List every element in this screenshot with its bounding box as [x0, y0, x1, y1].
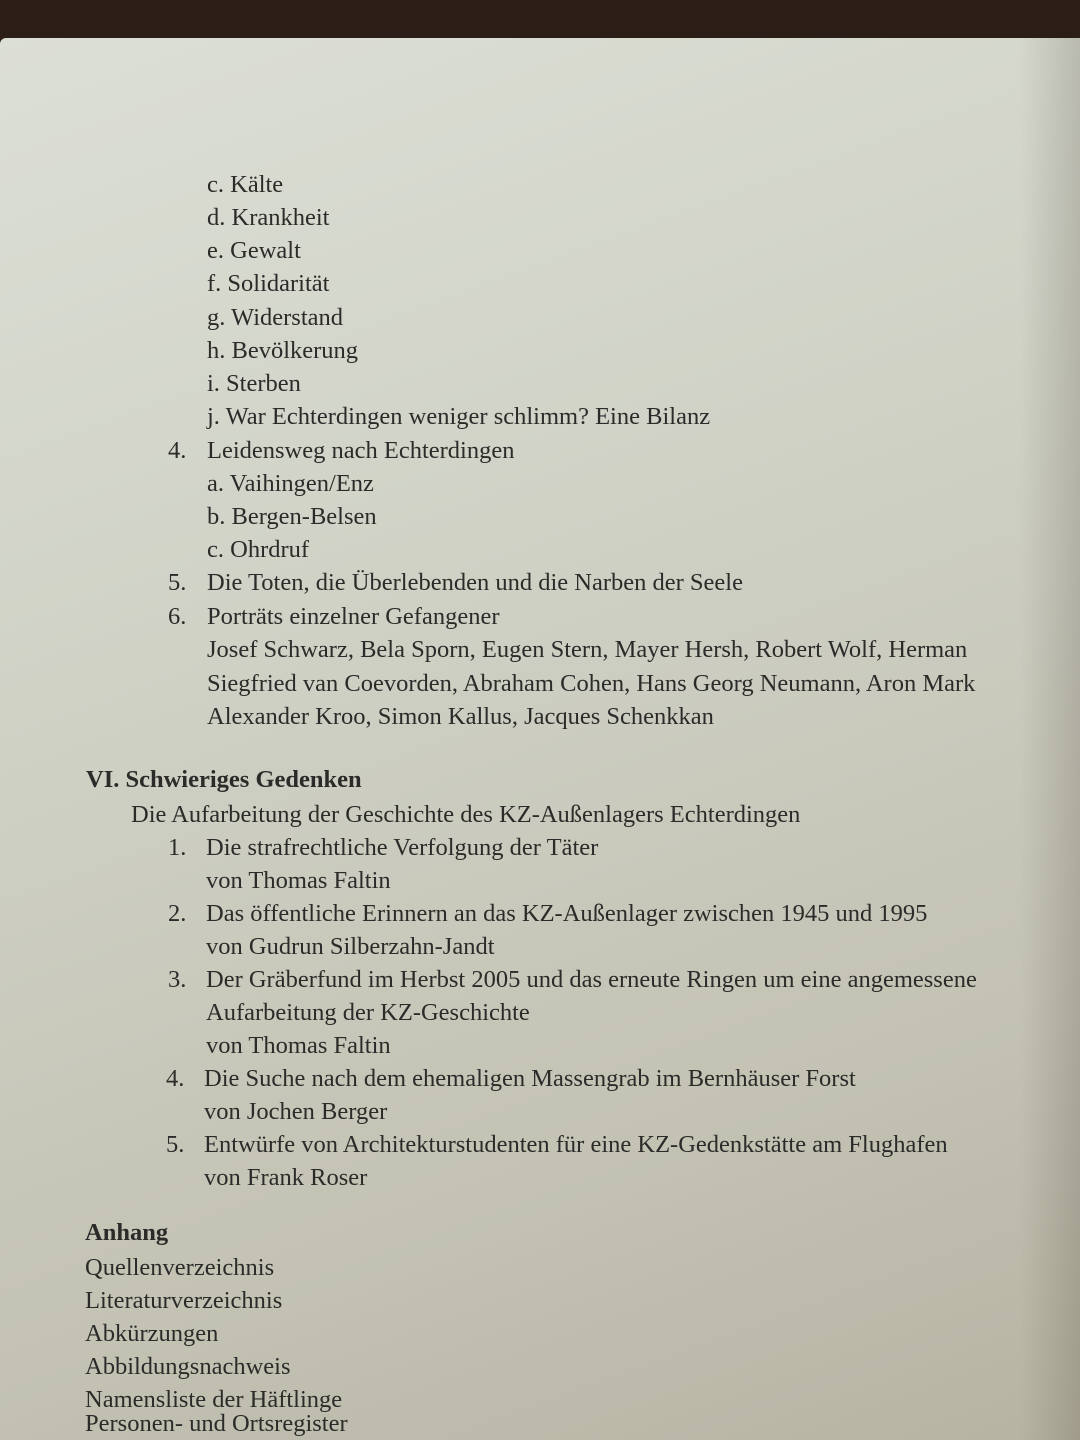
appendix-item: Personen- und Ortsregister — [85, 1410, 348, 1437]
toc-subitem: g. Widerstand — [207, 304, 344, 331]
toc-names-line: Siegfried van Coevorden, Abraham Cohen, Hans Georg Neumann, Aron Mark — [207, 670, 976, 697]
toc-item-title: Porträts einzelner Gefangener — [207, 603, 500, 630]
toc-subitem: j. War Echterdingen weniger schlimm? Eine Bilanz — [207, 403, 711, 430]
toc-subitem: b. Bergen-Belsen — [207, 503, 377, 530]
appendix-item: Abbildungsnachweis — [85, 1353, 291, 1380]
toc-subitem: i. Sterben — [207, 370, 301, 397]
toc-subitem: c. Kälte — [207, 171, 284, 198]
toc-item-title: Die Toten, die Überlebenden und die Narben der Seele — [207, 569, 743, 596]
toc-item-author: von Gudrun Silberzahn-Jandt — [206, 933, 495, 960]
toc-item-number: 4. — [166, 1065, 185, 1092]
toc-item-number: 6. — [168, 603, 187, 630]
toc-item-continuation: Aufarbeitung der KZ-Geschichte — [206, 999, 530, 1026]
toc-item-number: 2. — [168, 900, 187, 927]
toc-item-author: von Thomas Faltin — [206, 867, 391, 894]
toc-subitem: a. Vaihingen/Enz — [207, 470, 374, 497]
appendix-item: Quellenverzeichnis — [85, 1254, 275, 1281]
toc-item-author: von Thomas Faltin — [206, 1032, 391, 1059]
toc-item-title: Die Suche nach dem ehemaligen Massengrab im Bernhäuser Forst — [204, 1065, 856, 1092]
toc-item-title: Leidensweg nach Echterdingen — [207, 437, 515, 464]
appendix-item: Literaturverzeichnis — [85, 1287, 283, 1314]
toc-subitem: c. Ohrdruf — [207, 536, 310, 563]
section-subtitle: Die Aufarbeitung der Geschichte des KZ-Außenlagers Echterdingen — [131, 801, 801, 828]
toc-subitem: h. Bevölkerung — [207, 337, 359, 364]
toc-subitem: d. Krankheit — [207, 204, 330, 231]
toc-item-number: 3. — [168, 966, 187, 993]
toc-subitem: f. Solidarität — [207, 270, 330, 297]
toc-item-number: 4. — [168, 437, 187, 464]
toc-item-title: Das öffentliche Erinnern an das KZ-Außenlager zwischen 1945 und 1995 — [206, 900, 928, 927]
appendix-item: Namensliste der Häftlinge — [85, 1386, 343, 1413]
toc-item-author: von Jochen Berger — [204, 1098, 388, 1125]
toc-item-title: Entwürfe von Architekturstudenten für eine KZ-Gedenkstätte am Flughafen — [204, 1131, 948, 1158]
toc-item-number: 5. — [168, 569, 187, 596]
appendix-item: Abkürzungen — [85, 1320, 219, 1347]
toc-subitem: e. Gewalt — [207, 237, 301, 264]
toc-item-number: 5. — [166, 1131, 185, 1158]
toc-names-line: Josef Schwarz, Bela Sporn, Eugen Stern, Mayer Hersh, Robert Wolf, Herman — [207, 636, 968, 663]
section-heading: VI. Schwieriges Gedenken — [86, 766, 362, 793]
toc-item-number: 1. — [168, 834, 187, 861]
toc-item-title: Die strafrechtliche Verfolgung der Täter — [206, 834, 599, 861]
toc-item-author: von Frank Roser — [204, 1164, 368, 1191]
appendix-heading: Anhang — [85, 1219, 169, 1246]
toc-item-title: Der Gräberfund im Herbst 2005 und das erneute Ringen um eine angemessene — [206, 966, 977, 993]
toc-names-line: Alexander Kroo, Simon Kallus, Jacques Schenkkan — [207, 703, 714, 730]
